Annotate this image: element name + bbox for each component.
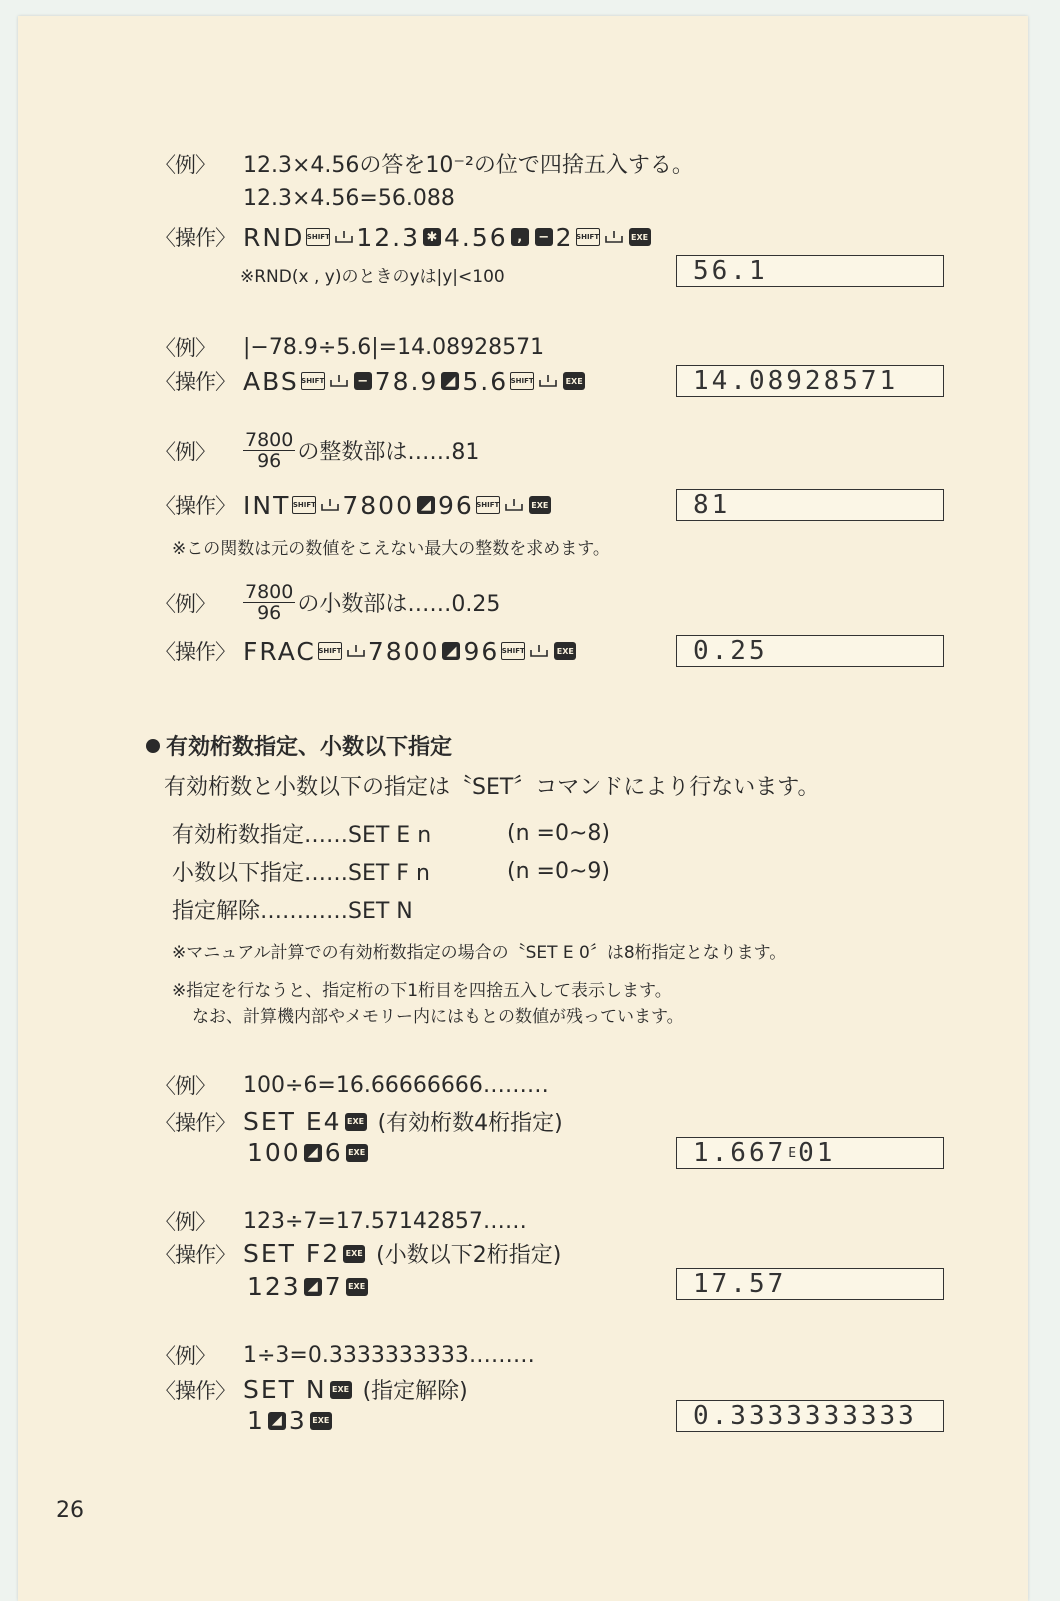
spec1-row — [172, 818, 610, 849]
ex3-problem: の整数部は……81 — [297, 440, 480, 465]
exe-key-icon: EXE — [310, 1412, 332, 1430]
ex7-op-note: (指定解除) — [362, 1379, 468, 1404]
operation-label: 〈操作〉 — [155, 370, 235, 394]
ex7-op-line2-row — [247, 1406, 335, 1435]
ex3-fraction-numerator: 7800 — [245, 429, 294, 451]
exe-key-icon: EXE — [345, 1113, 367, 1131]
divide-key-icon: ◢ — [304, 1278, 322, 1296]
ex4-problem-row — [155, 582, 500, 623]
tray-key-icon — [538, 374, 558, 388]
ex4-op-a: FRAC — [243, 636, 316, 666]
ex2-op-c: 5.6 — [462, 366, 509, 396]
divide-key-icon: ◢ — [442, 642, 460, 660]
exe-key-icon: EXE — [554, 642, 576, 660]
ex6-op-line2-row — [247, 1272, 371, 1301]
tray-key-icon — [320, 498, 340, 512]
ex5-op-line1: SET E4 — [243, 1107, 342, 1136]
tray-key-icon — [334, 230, 354, 244]
ex3-problem-row — [155, 430, 479, 471]
ex3-fraction-denominator: 96 — [257, 450, 282, 472]
bullet-icon — [146, 739, 160, 753]
shift-key-icon: SHIFT — [501, 642, 525, 660]
ex6-problem-row — [155, 1206, 527, 1236]
section-note1: ※マニュアル計算での有効桁数指定の場合の〝SET E 0〞は8桁指定となります。 — [172, 943, 787, 963]
ex6-op-note: (小数以下2桁指定) — [376, 1243, 562, 1268]
exe-key-icon: EXE — [346, 1278, 368, 1296]
ex1-op-d: 2 — [555, 222, 574, 252]
minus-key-icon: − — [535, 228, 553, 246]
operation-label: 〈操作〉 — [155, 1242, 235, 1267]
section-note2: ※指定を行なうと、指定桁の下1桁目を四捨五入して表示します。 — [172, 981, 672, 1001]
section-heading: 有効桁数指定、小数以下指定 — [166, 735, 453, 760]
ex5-problem: 100÷6=16.66666666……… — [243, 1072, 549, 1098]
minus-key-icon: − — [354, 372, 372, 390]
ex2-display — [676, 365, 944, 397]
shift-key-icon: SHIFT — [510, 372, 534, 390]
ex3-op-c: 96 — [437, 490, 474, 520]
example-label: 〈例〉 — [155, 336, 215, 360]
page-number: 26 — [56, 1498, 84, 1523]
tray-key-icon — [346, 644, 366, 658]
ex3-op-row — [155, 490, 554, 520]
example-label: 〈例〉 — [155, 152, 215, 177]
ex4-op-b: 7800 — [367, 636, 440, 666]
exe-key-icon: EXE — [563, 372, 585, 390]
ex7-problem: 1÷3=0.3333333333……… — [243, 1342, 535, 1368]
exe-key-icon: EXE — [529, 496, 551, 514]
ex6-display — [676, 1268, 944, 1300]
ex7-op-line2-b: 3 — [288, 1406, 307, 1435]
ex2-op-b: 78.9 — [374, 366, 439, 396]
ex2-display-value: 14.08928571 — [693, 366, 899, 396]
section-note3: なお、計算機内部やメモリー内にはもとの数値が残っています。 — [192, 1007, 684, 1027]
ex5-display — [676, 1137, 944, 1169]
ex1-line2: 12.3×4.56=56.088 — [243, 186, 455, 211]
ex6-op-row — [155, 1238, 561, 1269]
shift-key-icon: SHIFT — [292, 496, 316, 514]
ex3-fraction — [243, 430, 295, 471]
ex7-display — [676, 1400, 944, 1432]
ex6-problem: 123÷7=17.57142857…… — [243, 1208, 527, 1234]
operation-label: 〈操作〉 — [155, 226, 235, 250]
ex5-op-line2-b: 6 — [324, 1138, 343, 1167]
ex4-problem: の小数部は……0.25 — [297, 592, 501, 617]
ex2-problem: |−78.9÷5.6|=14.08928571 — [243, 334, 545, 360]
ex4-fraction-numerator: 7800 — [245, 581, 294, 603]
exe-key-icon: EXE — [346, 1144, 368, 1162]
ex1-line2-row — [243, 186, 455, 211]
shift-key-icon: SHIFT — [576, 228, 600, 246]
ex1-display-value: 56.1 — [693, 256, 768, 286]
ex5-problem-row — [155, 1070, 549, 1100]
ex5-op-note: (有効桁数4桁指定) — [377, 1111, 563, 1136]
spec2-range: (n =0~9) — [507, 859, 610, 884]
ex7-display-value: 0.3333333333 — [693, 1401, 917, 1431]
ex6-display-value: 17.57 — [693, 1269, 787, 1299]
operation-label: 〈操作〉 — [155, 1378, 235, 1403]
ex4-op-c: 96 — [463, 636, 500, 666]
multiply-key-icon: ✱ — [423, 228, 441, 246]
exe-key-icon: EXE — [629, 228, 651, 246]
spec3-label: 指定解除…………SET N — [172, 899, 413, 924]
shift-key-icon: SHIFT — [306, 228, 330, 246]
ex6-op-line1: SET F2 — [243, 1239, 341, 1268]
ex7-op-line1: SET N — [243, 1375, 327, 1404]
operation-label: 〈操作〉 — [155, 1110, 235, 1135]
ex3-note: ※この関数は元の数値をこえない最大の整数を求めます。 — [172, 539, 610, 559]
example-label: 〈例〉 — [155, 1210, 215, 1234]
ex1-op-a: RND — [243, 222, 305, 252]
spec1-range: (n =0~8) — [507, 821, 610, 846]
exe-key-icon: EXE — [330, 1381, 352, 1399]
exe-key-icon: EXE — [343, 1245, 365, 1263]
section-heading-row — [146, 730, 452, 761]
ex1-display — [676, 255, 944, 287]
comma-key-icon: , — [511, 228, 529, 246]
operation-label: 〈操作〉 — [155, 640, 235, 664]
tray-key-icon — [329, 374, 349, 388]
ex1-note: ※RND(x , y)のときのyは|y|<100 — [240, 267, 505, 287]
tray-key-icon — [604, 230, 624, 244]
ex2-op-a: ABS — [243, 366, 299, 396]
divide-key-icon: ◢ — [268, 1412, 286, 1430]
divide-key-icon: ◢ — [304, 1144, 322, 1162]
example-label: 〈例〉 — [155, 1074, 215, 1098]
section-intro-row — [164, 770, 820, 801]
section-note2-row — [172, 976, 672, 1001]
ex7-problem-row — [155, 1340, 535, 1370]
tray-key-icon — [504, 498, 524, 512]
ex6-op-line2-a: 123 — [247, 1272, 301, 1301]
ex1-op-b: 12.3 — [356, 222, 420, 252]
ex4-display — [676, 635, 944, 667]
ex1-note-row — [240, 262, 505, 287]
example-label: 〈例〉 — [155, 591, 215, 616]
ex1-op-row — [155, 222, 654, 252]
ex2-op-row — [155, 366, 588, 396]
ex4-fraction-denominator: 96 — [257, 602, 282, 624]
ex3-display — [676, 489, 944, 521]
ex5-op-line2-a: 100 — [247, 1138, 301, 1167]
ex2-problem-row — [155, 332, 544, 362]
section-note3-row — [192, 1002, 684, 1027]
spec1-label: 有効桁数指定……SET E n — [172, 823, 432, 848]
shift-key-icon: SHIFT — [318, 642, 342, 660]
example-label: 〈例〉 — [155, 439, 215, 464]
ex3-op-b: 7800 — [342, 490, 414, 520]
spec2-label: 小数以下指定……SET F n — [172, 861, 430, 886]
spec3-row — [172, 894, 413, 925]
ex3-op-a: INT — [243, 490, 291, 520]
shift-key-icon: SHIFT — [301, 372, 325, 390]
section-note1-row — [172, 938, 786, 963]
section-intro: 有効桁数と小数以下の指定は〝SET〞コマンドにより行ないます。 — [164, 775, 820, 800]
ex4-fraction — [243, 582, 295, 623]
ex5-op-line2-row — [247, 1138, 371, 1167]
ex6-op-line2-b: 7 — [324, 1272, 343, 1301]
ex5-display-mantissa: 1.667 — [693, 1138, 787, 1168]
ex3-display-value: 81 — [693, 490, 731, 520]
ex1-op-c: 4.56 — [444, 222, 508, 252]
shift-key-icon: SHIFT — [476, 496, 500, 514]
ex5-op-row — [155, 1106, 563, 1137]
ex7-op-line2-a: 1 — [247, 1406, 265, 1435]
ex1-problem-row — [155, 148, 694, 179]
ex1-problem: 12.3×4.56の答を10⁻²の位で四捨五入する。 — [243, 153, 694, 178]
ex4-display-value: 0.25 — [693, 636, 768, 666]
example-label: 〈例〉 — [155, 1344, 215, 1368]
divide-key-icon: ◢ — [441, 372, 459, 390]
ex3-note-row — [172, 534, 610, 559]
spec2-row — [172, 856, 610, 887]
ex7-op-row — [155, 1374, 468, 1405]
divide-key-icon: ◢ — [417, 496, 435, 514]
ex5-display-exp-mark: E — [788, 1145, 797, 1161]
ex5-display-exponent: 01 — [798, 1138, 836, 1168]
tray-key-icon — [529, 644, 549, 658]
ex4-op-row — [155, 636, 579, 666]
operation-label: 〈操作〉 — [155, 494, 235, 518]
